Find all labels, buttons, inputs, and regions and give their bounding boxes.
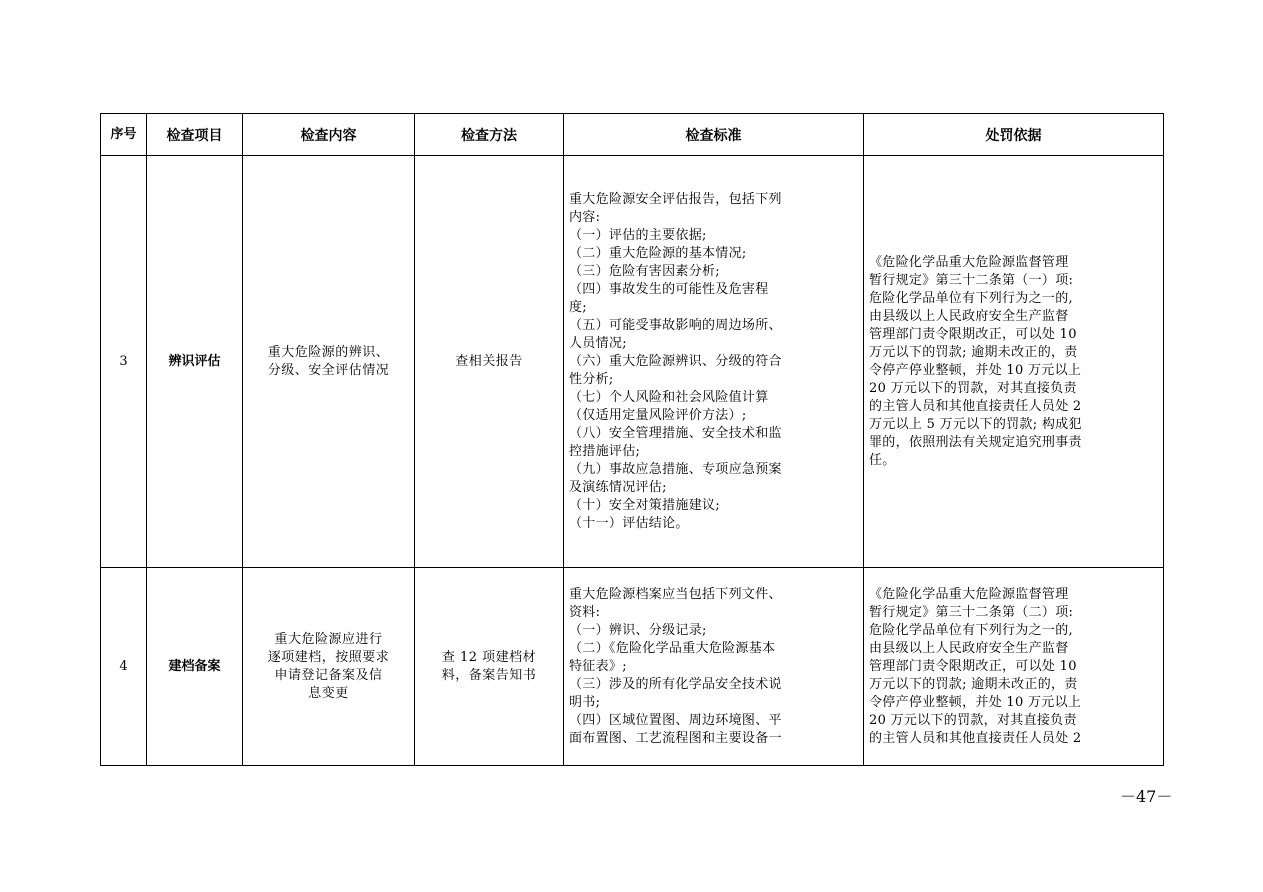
content-line: 分级、安全评估情况 <box>267 362 390 378</box>
row-basis <box>864 568 1164 766</box>
standard-line: 重大危险源安全评估报告，包括下列 <box>569 191 782 207</box>
standard-line: 重大危险源档案应当包括下列文件、 <box>569 586 782 602</box>
basis-line: 危险化学品单位有下列行为之一的, <box>869 622 1073 638</box>
header-item: 检查项目 <box>147 114 243 156</box>
method-line: 查相关报告 <box>455 353 523 369</box>
row-standard <box>564 156 864 568</box>
basis-line: 万元以下的罚款; 逾期未改正的，责 <box>869 344 1078 360</box>
basis-line: 任。 <box>869 452 896 468</box>
basis-line: 万元以上 5 万元以下的罚款; 构成犯 <box>869 416 1082 432</box>
basis-line: 令停产停业整顿，并处 10 万元以上 <box>869 694 1082 710</box>
row-content <box>243 156 415 568</box>
row-content <box>243 568 415 766</box>
standard-line: （十）安全对策措施建议; <box>569 497 720 513</box>
row-seq: 3 <box>101 156 147 568</box>
basis-line: 20 万元以下的罚款，对其直接负责 <box>869 380 1077 396</box>
standard-line: （仅适用定量风险评价方法）; <box>569 407 747 423</box>
basis-line: 罪的，依照刑法有关规定追究刑事责 <box>869 434 1082 450</box>
standard-line: 人员情况; <box>569 335 627 351</box>
content-line: 申请登记备案及信 <box>274 667 383 683</box>
header-seq: 序号 <box>101 114 147 156</box>
method-line: 查 12 项建档材 <box>441 649 537 665</box>
standard-line: 明书; <box>569 694 601 710</box>
standard-line: 控措施评估; <box>569 443 641 459</box>
standard-line: （四）事故发生的可能性及危害程 <box>569 281 769 297</box>
row-basis <box>864 156 1164 568</box>
standard-line: （八）安全管理措施、安全技术和监 <box>569 425 782 441</box>
basis-line: 由县级以上人民政府安全生产监督 <box>869 308 1069 324</box>
basis-line: 万元以下的罚款; 逾期未改正的，责 <box>869 676 1078 692</box>
standard-line: 性分析; <box>569 371 614 387</box>
basis-line: 暂行规定》第三十二条第（二）项: <box>869 604 1074 620</box>
header-basis: 处罚依据 <box>864 114 1164 156</box>
row-item: 建档备案 <box>147 568 243 766</box>
standard-line: （二）《危险化学品重大危险源基本 <box>569 640 776 656</box>
basis-line: 危险化学品单位有下列行为之一的, <box>869 290 1073 306</box>
row-standard <box>564 568 864 766</box>
standard-line: 内容: <box>569 209 601 225</box>
basis-line: 20 万元以下的罚款，对其直接负责 <box>869 712 1077 728</box>
table-row <box>101 568 1164 766</box>
table-row <box>101 156 1164 568</box>
basis-line: 的主管人员和其他直接责任人员处 2 <box>869 398 1082 414</box>
row-seq: 4 <box>101 568 147 766</box>
basis-line: 的主管人员和其他直接责任人员处 2 <box>869 730 1082 746</box>
basis-line: 暂行规定》第三十二条第（一）项: <box>869 272 1074 288</box>
header-standard: 检查标准 <box>564 114 864 156</box>
basis-line: 《危险化学品重大危险源监督管理 <box>869 254 1069 270</box>
standard-line: （一）辨识、分级记录; <box>569 622 707 638</box>
standard-line: （三）涉及的所有化学品安全技术说 <box>569 676 782 692</box>
standard-line: （六）重大危险源辨识、分级的符合 <box>569 353 782 369</box>
standard-line: （七）个人风险和社会风险值计算 <box>569 389 769 405</box>
standard-line: （五）可能受事故影响的周边场所、 <box>569 317 782 333</box>
row-item: 辨识评估 <box>147 156 243 568</box>
row-method <box>415 568 564 766</box>
standard-line: （四）区域位置图、周边环境图、平 <box>569 712 782 728</box>
method-line: 料，备案告知书 <box>441 667 537 683</box>
standard-line: 及演练情况评估; <box>569 479 667 495</box>
content-line: 逐项建档，按照要求 <box>267 649 390 665</box>
basis-line: 管理部门责令限期改正，可以处 10 <box>869 658 1077 674</box>
content-line: 重大危险源应进行 <box>274 631 383 647</box>
standard-line: （一）评估的主要依据; <box>569 227 707 243</box>
basis-line: 由县级以上人民政府安全生产监督 <box>869 640 1069 656</box>
basis-line: 令停产停业整顿，并处 10 万元以上 <box>869 362 1082 378</box>
page-number: －47－ <box>1120 787 1173 806</box>
header-method: 检查方法 <box>415 114 564 156</box>
header-row <box>101 114 1164 156</box>
standard-line: （三）危险有害因素分析; <box>569 263 720 279</box>
standard-line: （九）事故应急措施、专项应急预案 <box>569 461 782 477</box>
basis-line: 《危险化学品重大危险源监督管理 <box>869 586 1069 602</box>
standard-line: （十一）评估结论。 <box>569 515 689 531</box>
standard-line: （二）重大危险源的基本情况; <box>569 245 747 261</box>
content-line: 重大危险源的辨识、 <box>267 344 390 360</box>
standard-line: 度; <box>569 299 587 315</box>
row-method <box>415 156 564 568</box>
standard-line: 特征表》; <box>569 658 627 674</box>
standard-line: 资料: <box>569 604 601 620</box>
inspection-table <box>100 113 1164 766</box>
header-content: 检查内容 <box>243 114 415 156</box>
content-line: 息变更 <box>308 685 349 701</box>
basis-line: 管理部门责令限期改正，可以处 10 <box>869 326 1077 342</box>
standard-line: 面布置图、工艺流程图和主要设备一 <box>569 730 782 746</box>
